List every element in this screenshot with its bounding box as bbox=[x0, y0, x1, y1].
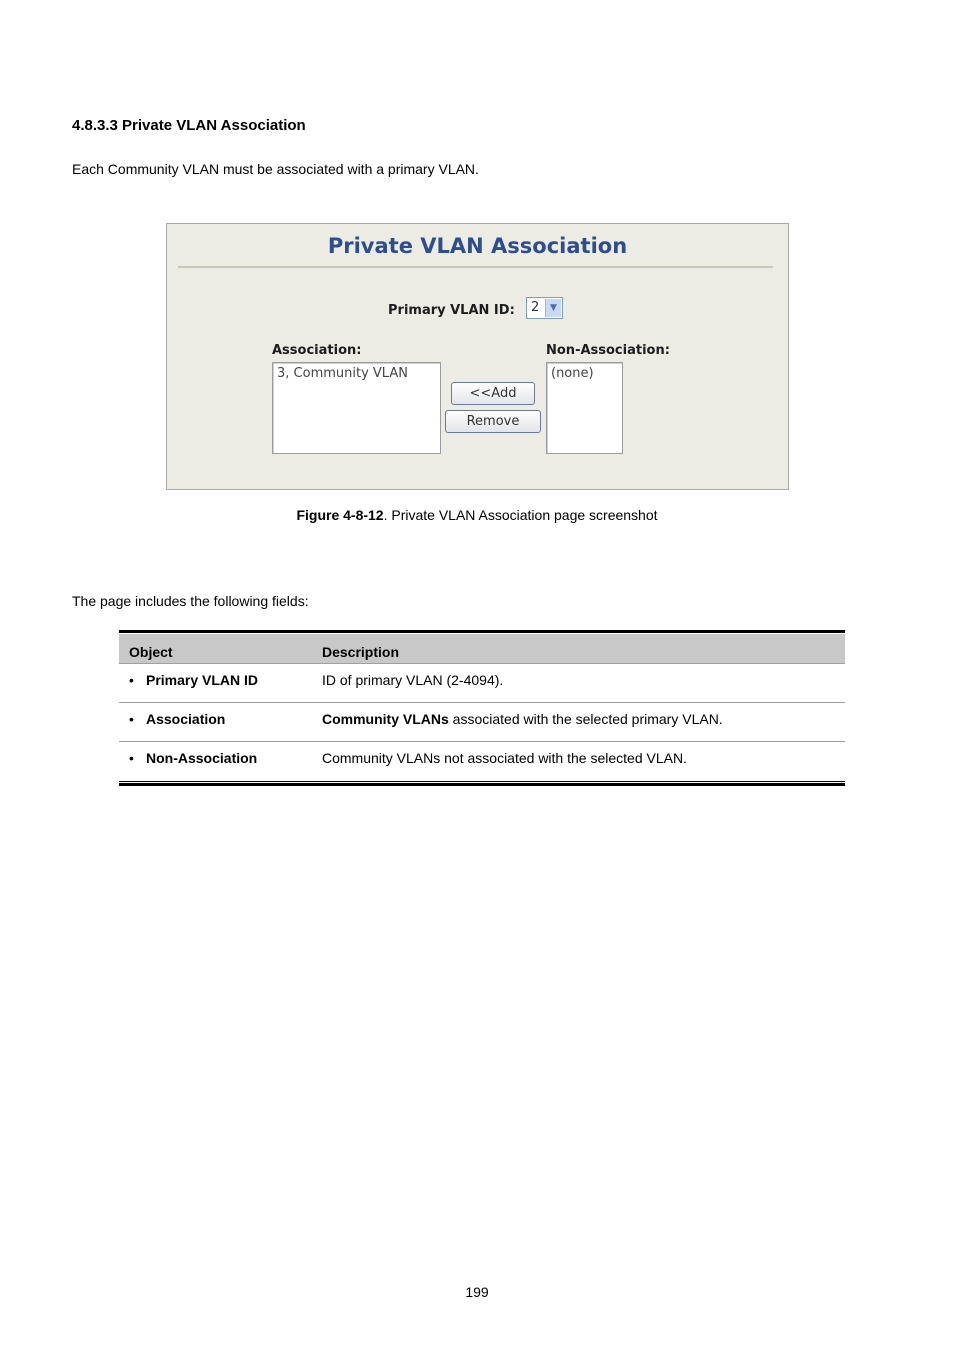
table-bottom-rule-thick bbox=[119, 783, 845, 786]
row-description bbox=[322, 750, 687, 766]
row-description bbox=[322, 672, 503, 688]
table-row bbox=[119, 742, 845, 781]
row-description bbox=[322, 711, 723, 727]
table-header bbox=[119, 634, 845, 664]
row-object: Non-Association bbox=[146, 750, 258, 766]
figure-number: Figure 4-8-12 bbox=[296, 507, 384, 523]
association-label: Association: bbox=[272, 343, 362, 358]
screenshot-title: Private VLAN Association bbox=[327, 234, 628, 258]
figure-caption-text: . Private VLAN Association page screenshot bbox=[383, 507, 658, 523]
header-object: Object bbox=[129, 644, 173, 660]
table-bottom-rule bbox=[119, 781, 845, 782]
bullet: • bbox=[129, 711, 134, 727]
non-association-label: Non-Association: bbox=[546, 343, 670, 358]
page-number: 199 bbox=[465, 1284, 489, 1300]
table-row bbox=[119, 664, 845, 703]
fields-intro: The page includes the following fields: bbox=[72, 593, 309, 609]
non-association-option[interactable]: (none) bbox=[551, 366, 594, 381]
primary-vlan-select[interactable] bbox=[526, 297, 563, 319]
table-row bbox=[119, 703, 845, 742]
bullet: • bbox=[129, 750, 134, 766]
row-description-text: Community VLANs not associated with the selected VLAN. bbox=[322, 750, 687, 766]
screenshot-panel bbox=[166, 223, 789, 490]
title-divider bbox=[178, 266, 773, 268]
header-description: Description bbox=[322, 644, 400, 660]
table-top-rule bbox=[119, 630, 845, 633]
section-heading: 4.8.3.3 Private VLAN Association bbox=[72, 117, 306, 134]
association-listbox[interactable] bbox=[272, 362, 441, 454]
row-description-text: ID of primary VLAN (2-4094). bbox=[322, 672, 504, 688]
row-object: Association bbox=[146, 711, 226, 727]
remove-button[interactable]: Remove bbox=[445, 410, 541, 433]
row-object: Primary VLAN ID bbox=[146, 672, 259, 688]
figure-caption bbox=[0, 507, 954, 523]
primary-vlan-label: Primary VLAN ID: bbox=[388, 303, 515, 318]
bullet: • bbox=[129, 672, 134, 688]
non-association-listbox[interactable] bbox=[546, 362, 623, 454]
add-button[interactable]: <<Add bbox=[451, 382, 535, 405]
primary-vlan-value: 2 bbox=[531, 300, 540, 315]
row-description-text: associated with the selected primary VLAN. bbox=[448, 711, 723, 727]
association-option[interactable]: 3, Community VLAN bbox=[277, 366, 408, 381]
row-description-bold: Community VLANs bbox=[322, 711, 449, 727]
chevron-down-icon[interactable]: ▼ bbox=[545, 299, 561, 317]
intro-text: Each Community VLAN must be associated with a primary VLAN. bbox=[72, 161, 479, 177]
